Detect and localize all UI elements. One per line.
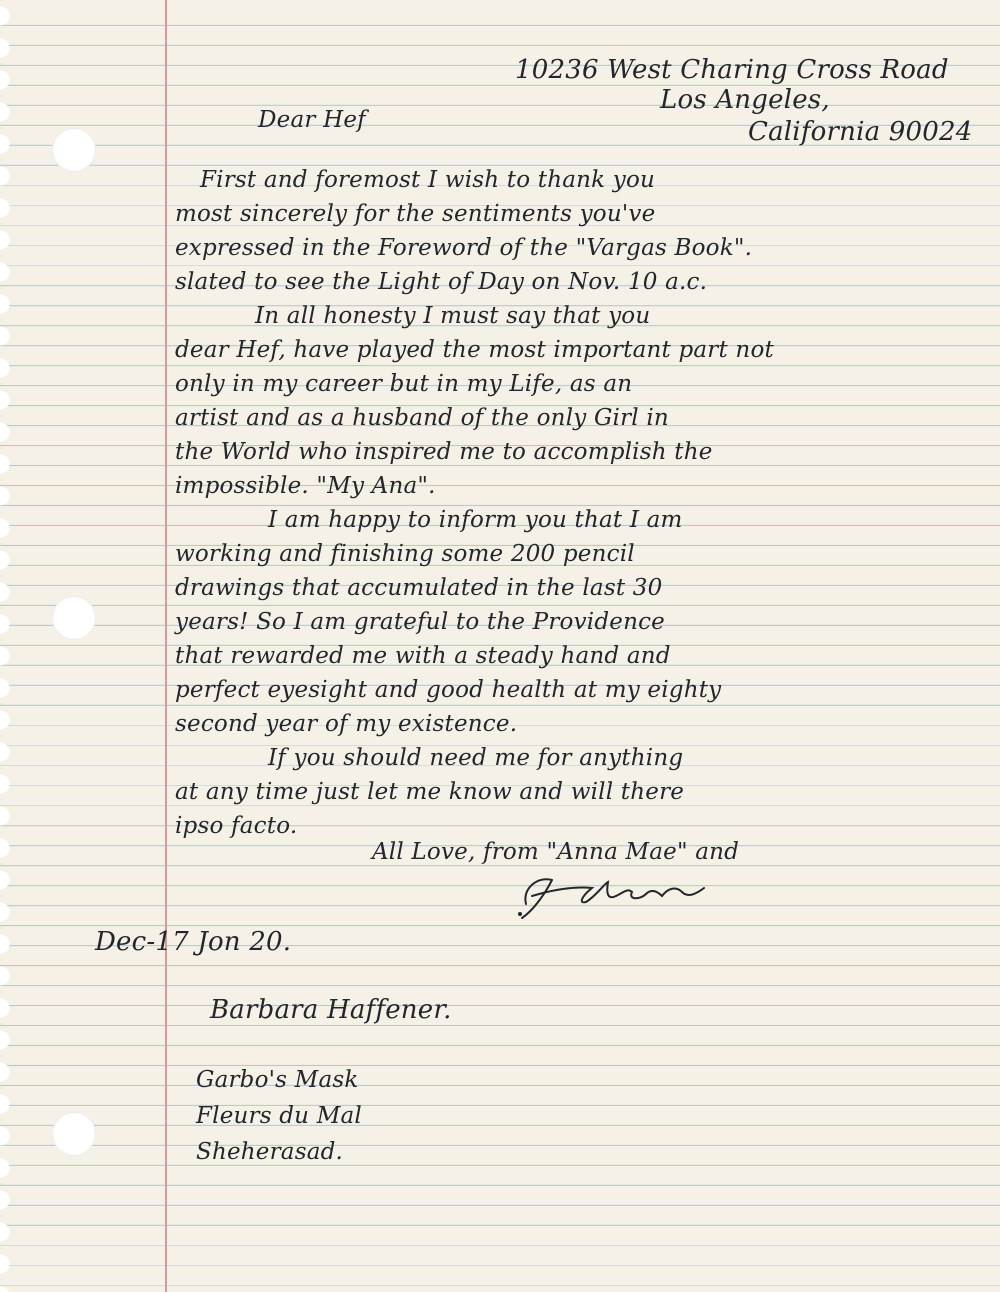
date-note: Dec-17 Jon 20.: [95, 927, 292, 957]
body-line: the World who inspired me to accomplish the: [175, 439, 713, 465]
body-line: ipso facto.: [175, 813, 298, 839]
body-line: If you should need me for anything: [268, 745, 684, 771]
body-line: slated to see the Light of Day on Nov. 10 a.c.: [175, 269, 708, 295]
name-note: Barbara Haffener.: [210, 995, 452, 1025]
body-line: drawings that accumulated in the last 30: [175, 575, 663, 601]
body-line: impossible. "My Ana".: [175, 473, 436, 499]
title-note: Sheherasad.: [196, 1139, 344, 1165]
body-line: First and foremost I wish to thank you: [200, 167, 656, 193]
address-line-state: California 90024: [748, 117, 973, 147]
body-line: artist and as a husband of the only Girl in: [175, 405, 669, 431]
perforated-edge: [0, 0, 36, 1292]
salutation: Dear Hef: [258, 107, 366, 133]
body-line: at any time just let me know and will there: [175, 779, 685, 805]
body-line: working and finishing some 200 pencil: [175, 541, 635, 567]
title-note: Garbo's Mask: [196, 1067, 359, 1093]
title-note: Fleurs du Mal: [196, 1103, 362, 1129]
body-line: that rewarded me with a steady hand and: [175, 643, 671, 669]
body-line: years! So I am grateful to the Providence: [175, 609, 665, 635]
punch-hole: [52, 128, 96, 172]
body-line: In all honesty I must say that you: [255, 303, 651, 329]
body-line: second year of my existence.: [175, 711, 518, 737]
body-line: only in my career but in my Life, as an: [175, 371, 633, 397]
address-line-street: 10236 West Charing Cross Road: [515, 55, 949, 85]
closing: All Love, from "Anna Mae" and: [372, 839, 740, 865]
punch-hole: [52, 596, 96, 640]
body-line: expressed in the Foreword of the "Vargas Book".: [175, 235, 753, 261]
body-line: I am happy to inform you that I am: [268, 507, 683, 533]
margin-line: [165, 0, 167, 1292]
signature-alberto: [512, 870, 712, 922]
address-line-city: Los Angeles,: [660, 85, 830, 115]
punch-hole: [52, 1112, 96, 1156]
body-line: most sincerely for the sentiments you've: [175, 201, 656, 227]
body-line: perfect eyesight and good health at my eighty: [175, 677, 722, 703]
body-line: dear Hef, have played the most important part not: [175, 337, 774, 363]
